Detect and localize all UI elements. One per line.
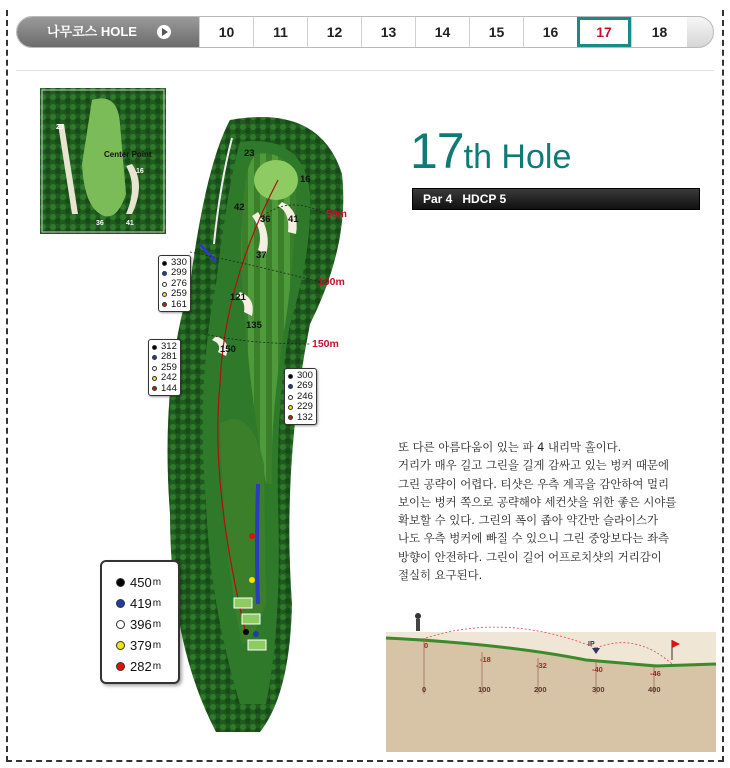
ip-label: IP: [588, 641, 595, 648]
tee-box: [242, 614, 260, 624]
yellow-tee-icon: [116, 641, 125, 650]
tab-hole-10[interactable]: 10: [199, 17, 253, 47]
tee-distance-legend: [100, 560, 180, 684]
map-num: 121: [230, 292, 246, 303]
tee-box: [234, 598, 252, 608]
tee-box: [248, 640, 266, 650]
inset-num: 16: [136, 168, 144, 175]
distance-marker-50: 50m: [326, 208, 348, 220]
description-line: 확보할 수 있다. 그린의 폭이 좁아 약간만 슬라이스가: [398, 513, 659, 528]
tee-dot-icon: [152, 386, 157, 391]
map-num: 37: [256, 250, 267, 261]
legend-row-white: 396 m: [116, 614, 178, 635]
legend-row-blue: 419 m: [116, 593, 178, 614]
tee-marker-yellow: [249, 577, 255, 583]
par-value: Par 4: [423, 192, 453, 206]
tee-marker-black: [243, 629, 249, 635]
tee-dot-icon: [162, 282, 167, 287]
hole-title-suffix: th Hole: [463, 138, 572, 176]
course-label-text: 나무코스 HOLE: [47, 24, 137, 39]
course-hole-label[interactable]: [17, 17, 199, 47]
hole-title-number: 17: [410, 123, 464, 179]
tee-dot-icon: [288, 395, 293, 400]
map-num: 42: [234, 202, 245, 213]
tab-hole-15[interactable]: 15: [469, 17, 523, 47]
distance-label: 0: [422, 685, 427, 694]
distance-label: 100: [478, 685, 491, 694]
map-num: 36: [260, 214, 271, 225]
drop-label: -32: [536, 661, 547, 670]
tee-marker-red: [249, 533, 255, 539]
tab-hole-12[interactable]: 12: [307, 17, 361, 47]
tab-hole-16[interactable]: 16: [523, 17, 577, 47]
white-tee-icon: [116, 620, 125, 629]
golfer-icon: [415, 613, 421, 631]
description-line: 거리가 매우 길고 그린을 길게 감싸고 있는 벙커 때문에: [398, 458, 670, 473]
drop-label: -40: [592, 665, 603, 674]
legend-row-black: 450 m: [116, 572, 178, 593]
map-num: 135: [246, 320, 262, 331]
inset-num: 23: [56, 124, 64, 131]
tab-hole-11[interactable]: 11: [253, 17, 307, 47]
tee-dot-icon: [162, 271, 167, 276]
description-line: 방향이 안전하다. 그린이 길어 어프로치샷의 거리감이: [398, 549, 662, 564]
hole-title: [410, 122, 571, 182]
inset-center-point: Center Point: [104, 150, 152, 159]
distance-callout: 330 299 276 259 161: [158, 255, 191, 312]
tee-marker-blue: [253, 631, 259, 637]
tab-hole-17[interactable]: 17: [577, 17, 631, 47]
description-line: 또 다른 아름다움이 있는 파 4 내리막 홀이다.: [398, 440, 622, 454]
description-line: 보이는 벙커 쪽으로 공략해야 세컨샷을 위한 좋은 시야를: [398, 494, 677, 509]
tee-dot-icon: [162, 261, 167, 266]
hole-description: [398, 438, 702, 584]
map-num: 16: [300, 174, 311, 185]
par-info-bar: [412, 188, 700, 210]
tee-dot-icon: [288, 384, 293, 389]
play-icon[interactable]: [157, 25, 171, 39]
tee-dot-icon: [152, 355, 157, 360]
map-num: 41: [288, 214, 299, 225]
black-tee-icon: [116, 578, 125, 587]
distance-callout: 300 269 246 229 132: [284, 368, 317, 425]
tab-hole-13[interactable]: 13: [361, 17, 415, 47]
drop-label: -18: [480, 655, 491, 664]
map-num: 23: [244, 148, 255, 159]
drop-label: -46: [650, 669, 661, 678]
tee-dot-icon: [152, 376, 157, 381]
distance-label: 400: [648, 685, 661, 694]
distance-label: 200: [534, 685, 547, 694]
description-line: 나도 우측 벙커에 빠질 수 있으니 그린 중앙보다는 좌측: [398, 531, 670, 546]
tee-dot-icon: [288, 415, 293, 420]
green: [254, 160, 298, 200]
description-line: 그린 공략이 어렵다. 티샷은 우측 계곡을 감안하여 멀리: [398, 476, 670, 491]
water: [257, 484, 258, 604]
red-tee-icon: [116, 662, 125, 671]
map-num: 150: [220, 344, 236, 355]
hole-tab-bar: [16, 16, 714, 48]
distance-marker-100: 100m: [318, 276, 345, 288]
hdcp-value: HDCP 5: [462, 192, 507, 206]
tee-dot-icon: [162, 292, 167, 297]
tee-dot-icon: [288, 374, 293, 379]
tee-dot-icon: [152, 345, 157, 350]
inset-num: 41: [126, 220, 134, 227]
legend-row-red: 282 m: [116, 656, 178, 677]
distance-callout: 312 281 259 242 144: [148, 339, 181, 396]
drop-label: 0: [424, 641, 429, 650]
tee-dot-icon: [288, 405, 293, 410]
blue-tee-icon: [116, 599, 125, 608]
elevation-profile: [386, 608, 716, 752]
distance-marker-150: 150m: [312, 338, 339, 350]
description-line: 절실히 요구된다.: [398, 568, 483, 583]
distance-label: 300: [592, 685, 605, 694]
tab-hole-14[interactable]: 14: [415, 17, 469, 47]
legend-row-yellow: 379 m: [116, 635, 178, 656]
tee-dot-icon: [152, 366, 157, 371]
tee-dot-icon: [162, 302, 167, 307]
tab-hole-18[interactable]: 18: [631, 17, 687, 47]
inset-num: 36: [96, 220, 104, 227]
